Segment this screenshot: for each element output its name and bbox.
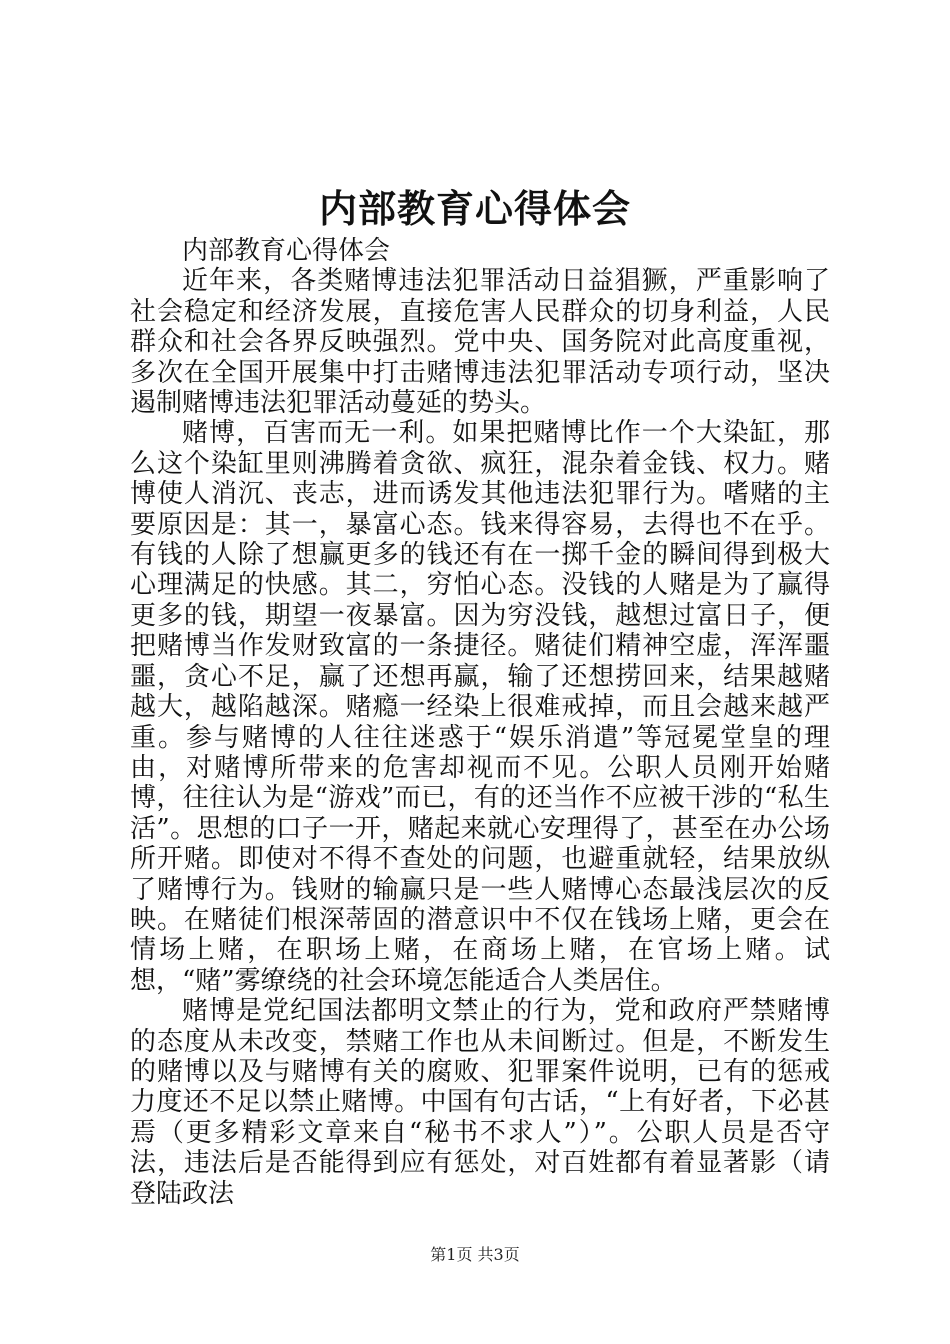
page-title: 内部教育心得体会 (318, 186, 631, 231)
paragraph-prohibition: 赌博是党纪国法都明文禁止的行为，党和政府严禁赌博的态度从未改变，禁赌工作也从未间断过。但是，不断发生的赌博以及与赌博有关的腐败、犯罪案件说明，已有的惩戒力度还不足以禁止赌博。中国有句古话，“上有好者，下必甚焉（更多精彩文章来自“秘书不求人”）”。公职人员是否守法，违法后是否能得到应有惩处，对百姓都有着显著影（请登陆政法 (130, 996, 830, 1209)
paragraph-subtitle: 内部教育心得体会 (182, 236, 391, 266)
document-body (130, 236, 830, 1209)
paragraph-gambling-harm: 赌博，百害而无一利。如果把赌博比作一个大染缸，那么这个染缸里则沸腾着贪欲、疯狂，混杂着金钱、权力。赌博使人消沉、丧志，进而诱发其他违法犯罪行为。嗜赌的主要原因是：其一，暴富心态。钱来得容易，去得也不在乎。有钱的人除了想赢更多的钱还有在一掷千金的瞬间得到极大心理满足的快感。其二，穷怕心态。没钱的人赌是为了赢得更多的钱，期望一夜暴富。因为穷没钱，越想过富日子，便把赌博当作发财致富的一条捷径。赌徒们精神空虚，浑浑噩噩，贪心不足，赢了还想再赢，输了还想捞回来，结果越赌越大，越陷越深。赌瘾一经染上很难戒掉，而且会越来越严重。参与赌博的人往往迷惑于“娱乐消遣”等冠冕堂皇的理由，对赌博所带来的危害却视而不见。公职人员刚开始赌博，往往认为是“游戏”而已，有的还当作不应被干涉的“私生活”。思想的口子一开，赌起来就心安理得了，甚至在办公场所开赌。即使对不得不查处的问题，也避重就轻，结果放纵了赌博行为。钱财的输赢只是一些人赌博心态最浅层次的反映。在赌徒们根深蒂固的潜意识中不仅在钱场上赌，更会在情场上赌，在职场上赌，在商场上赌，在官场上赌。试想，“赌”雾缭绕的社会环境怎能适合人类居住。 (130, 418, 830, 996)
page-footer: 第1页 共3页 (430, 1245, 520, 1264)
paragraph-intro: 近年来，各类赌博违法犯罪活动日益猖獗，严重影响了社会稳定和经济发展，直接危害人民群众的切身利益，人民群众和社会各界反映强烈。党中央、国务院对此高度重视，多次在全国开展集中打击赌博违法犯罪活动专项行动，坚决遏制赌博违法犯罪活动蔓延的势头。 (130, 266, 830, 419)
